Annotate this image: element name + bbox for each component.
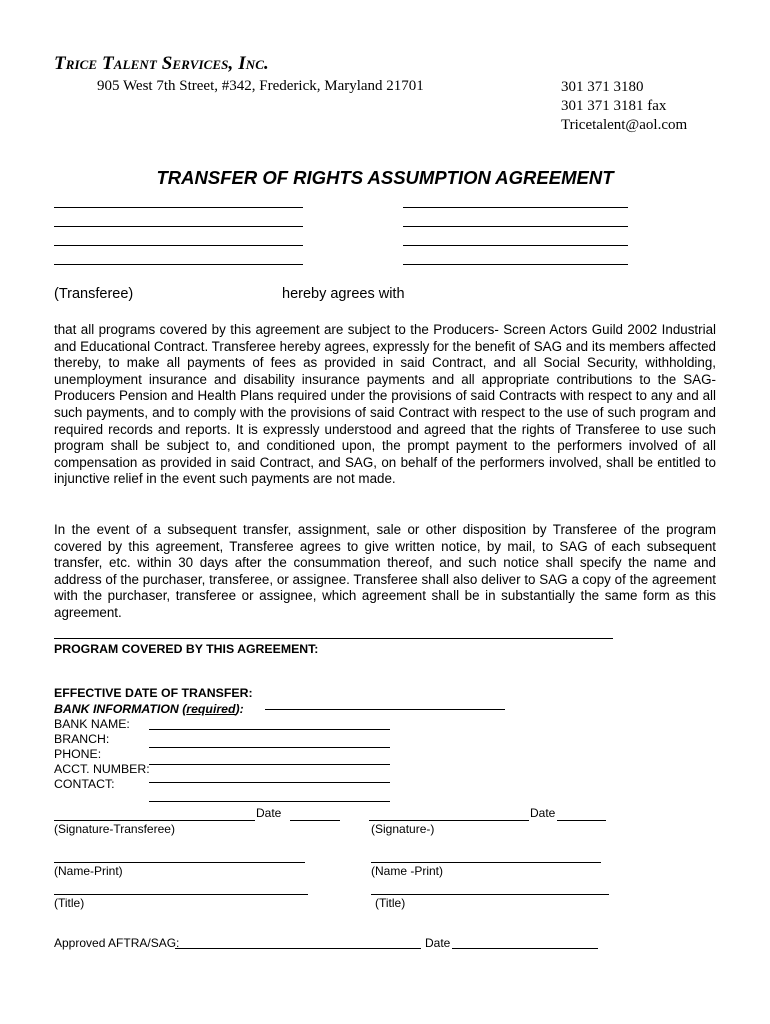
party-line-left-2[interactable] — [54, 226, 303, 227]
date-line-right[interactable] — [557, 820, 606, 821]
company-contact — [561, 78, 687, 135]
branch-label: BRANCH: — [54, 732, 110, 746]
party-line-left-1[interactable] — [54, 207, 303, 208]
acct-number-line[interactable] — [149, 782, 390, 783]
approved-label: Approved AFTRA/SAG: — [54, 936, 180, 950]
signature-right-label: (Signature-) — [371, 822, 435, 836]
bank-name-line[interactable] — [149, 729, 390, 730]
name-print-left-label: (Name-Print) — [54, 864, 123, 878]
agreement-paragraph-2: In the event of a subsequent transfer, assignment, sale or other disposition by Transferee of the program covered by this agreement, Transferee agrees to give written notice, by mail, to SAG of each subsequent transfer, etc. within 30 days after the consummation thereof, and such notice shall specify the name and address of the purchaser, transferee, or assignee. Transferee shall also deliver to SAG a copy of the agreement with the purchaser, transferee or assignee, which agreement shall be in substantially the same form as this agreement. — [54, 522, 716, 620]
contact-line[interactable] — [149, 801, 390, 802]
party-line-left-3[interactable] — [54, 245, 303, 246]
effective-date-label: EFFECTIVE DATE OF TRANSFER: — [54, 686, 253, 700]
approved-line[interactable] — [175, 948, 421, 949]
title-right-line[interactable] — [371, 894, 609, 895]
date-line-left[interactable] — [290, 820, 340, 821]
transferee-label: (Transferee) — [54, 286, 134, 302]
name-print-right-line[interactable] — [371, 862, 601, 863]
name-print-right-label: (Name -Print) — [371, 864, 444, 878]
phone-label: PHONE: — [54, 747, 102, 761]
company-phone: 301 371 3180 — [561, 79, 644, 95]
party-line-right-2[interactable] — [403, 226, 628, 227]
agreement-paragraph-1: that all programs covered by this agreement are subject to the Producers- Screen Actors Guild 2002 Industrial and Educational Contract. Transferee hereby agrees, expressly for the benefit of SAG and its members affected thereby, to make all payments of fees as provided in said Contract, and all Social Security, withholding, unemployment insurance and disability insurance payments and all appropriate contributions to the SAG-Producers Pension and Health Plans required under the provisions of said Contracts with respect to any and all such payments, and to comply with the provisions of said Contract with respect to the use of such program and required records and reports. It is expressly understood and agreed that the rights of Transferee to use such program shall be subject to, and conditioned upon, the prompt payment to the performers involved of all compensation as provided in said Contract, and SAG, on behalf of the performers involved, shall be entitled to injunctive relief in the event such payments are not made. — [54, 322, 716, 487]
approved-date-label: Date — [425, 936, 451, 950]
program-line[interactable] — [54, 638, 613, 639]
program-covered-label: PROGRAM COVERED BY THIS AGREEMENT: — [54, 642, 319, 656]
bank-info-line[interactable] — [265, 709, 505, 710]
title-left-label: (Title) — [54, 896, 85, 910]
party-line-left-4[interactable] — [54, 264, 303, 265]
acct-number-label: ACCT. NUMBER: — [54, 762, 150, 776]
company-name: Trice Talent Services, Inc. — [54, 53, 269, 74]
party-line-right-3[interactable] — [403, 245, 628, 246]
date-label-left: Date — [256, 806, 282, 820]
agrees-text: hereby agrees with — [282, 286, 405, 302]
signature-transferee-label: (Signature-Transferee) — [54, 822, 175, 836]
party-line-right-1[interactable] — [403, 207, 628, 208]
company-email: Tricetalent@aol.com — [561, 117, 688, 133]
page-title: TRANSFER OF RIGHTS ASSUMPTION AGREEMENT — [156, 167, 614, 188]
party-line-right-4[interactable] — [403, 264, 628, 265]
name-print-left-line[interactable] — [54, 862, 305, 863]
signature-right-line[interactable] — [369, 820, 529, 821]
branch-line[interactable] — [149, 747, 390, 748]
date-label-right: Date — [530, 806, 556, 820]
title-left-line[interactable] — [54, 894, 308, 895]
company-address: 905 West 7th Street, #342, Frederick, Maryland 21701 — [97, 78, 424, 94]
phone-line[interactable] — [149, 764, 390, 765]
signature-transferee-line[interactable] — [54, 820, 255, 821]
contact-label: CONTACT: — [54, 777, 115, 791]
bank-name-label: BANK NAME: — [54, 717, 130, 731]
bank-info-label: BANK INFORMATION (required): — [54, 702, 244, 716]
title-right-label: (Title) — [375, 896, 406, 910]
company-fax: 301 371 3181 fax — [561, 98, 667, 114]
approved-date-line[interactable] — [452, 948, 598, 949]
